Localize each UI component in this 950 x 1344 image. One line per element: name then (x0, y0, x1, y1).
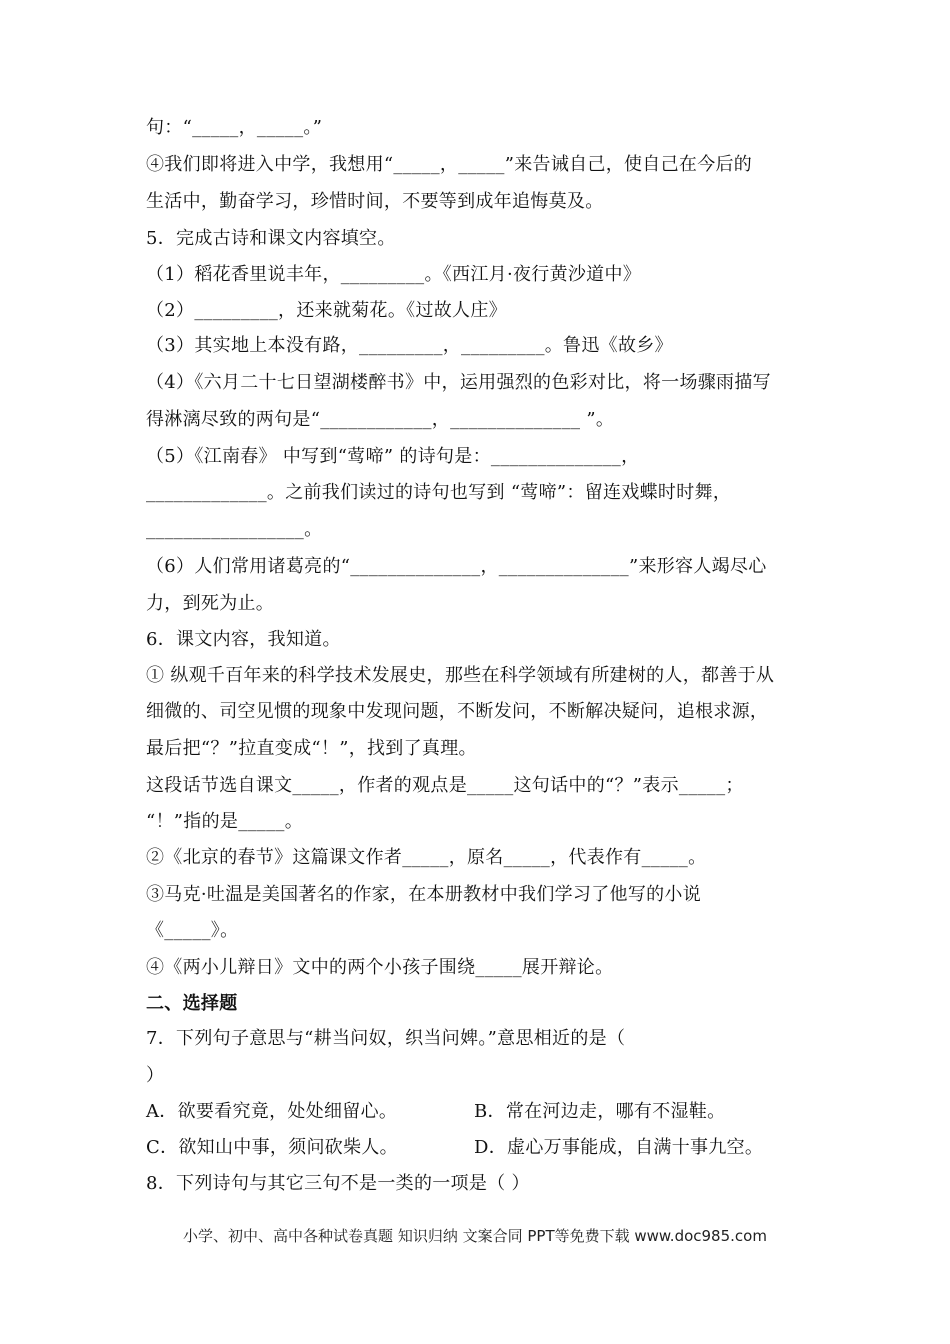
option-b: B．常在河边走，哪有不湿鞋。 (474, 1101, 726, 1122)
question-5-title: 5．完成古诗和课文内容填空。 (146, 228, 396, 249)
footer-watermark: 小学、初中、高中各种试卷真题 知识归纳 文案合同 PPT等免费下载 www.doc985.com (183, 1227, 767, 1245)
text-line: ④《两小儿辩日》文中的两个小孩子围绕_____展开辩论。 (146, 957, 614, 978)
text-line: 细微的、司空见惯的现象中发现问题，不断发问，不断解决疑问，追根求源， (146, 701, 769, 722)
question-7-stem-end: ） (146, 1065, 165, 1086)
text-line: 得淋漓尽致的两句是“____________，______________ ”。 (146, 409, 615, 430)
text-line: 《_____》。 (146, 920, 239, 941)
text-line: （1）稻花香里说丰年，_________。《西江月·夜行黄沙道中》 (146, 264, 642, 285)
text-line: （5）《江南春》 中写到“莺啼” 的诗句是：______________， (146, 446, 640, 467)
question-6-title: 6．课文内容，我知道。 (146, 629, 341, 650)
option-d: D．虚心万事能成，自满十事九空。 (474, 1137, 764, 1158)
text-line: 这段话节选自课文_____，作者的观点是_____这句话中的“？”表示_____； (146, 775, 744, 796)
text-line: 句：“_____，_____。” (146, 117, 323, 138)
text-line: （3）其实地上本没有路，_________，_________。鲁迅《故乡》 (146, 335, 673, 356)
text-line: 力，到死为止。 (146, 593, 275, 614)
text-line: （4）《六月二十七日望湖楼醉书》中，运用强烈的色彩对比，将一场骤雨描写 (146, 372, 771, 393)
option-c: C．欲知山中事，须问砍柴人。 (146, 1137, 398, 1158)
text-line: ④我们即将进入中学，我想用“_____，_____”来告诫自己，使自己在今后的 (146, 154, 753, 175)
text-line: 最后把“？”拉直变成“！”，找到了真理。 (146, 738, 477, 759)
text-line: “！”指的是_____。 (146, 811, 304, 832)
question-8-stem: 8．下列诗句与其它三句不是一类的一项是（ ） (146, 1173, 530, 1194)
option-a: A．欲要看究竟，处处细留心。 (146, 1101, 398, 1122)
section-title: 二、选择题 (146, 993, 238, 1014)
text-line: 生活中，勤奋学习，珍惜时间，不要等到成年追悔莫及。 (146, 191, 604, 212)
text-line: （2）_________，还来就菊花。《过故人庄》 (146, 300, 507, 321)
question-7-stem: 7．下列句子意思与“耕当问奴，织当问婢。”意思相近的是（ (146, 1028, 626, 1049)
text-line: ① 纵观千百年来的科学技术发展史，那些在科学领域有所建树的人，都善于从 (146, 665, 775, 686)
text-line: _________________。 (146, 519, 323, 540)
text-line: ③马克·吐温是美国著名的作家，在本册教材中我们学习了他写的小说 (146, 884, 702, 905)
text-line: ②《北京的春节》这篇课文作者_____，原名_____，代表作有_____。 (146, 847, 707, 868)
text-line: _____________。之前我们读过的诗句也写到 “莺啼”：留连戏蝶时时舞， (146, 482, 732, 503)
text-line: （6）人们常用诸葛亮的“______________，______________”来形容人竭尽心 (146, 556, 767, 577)
